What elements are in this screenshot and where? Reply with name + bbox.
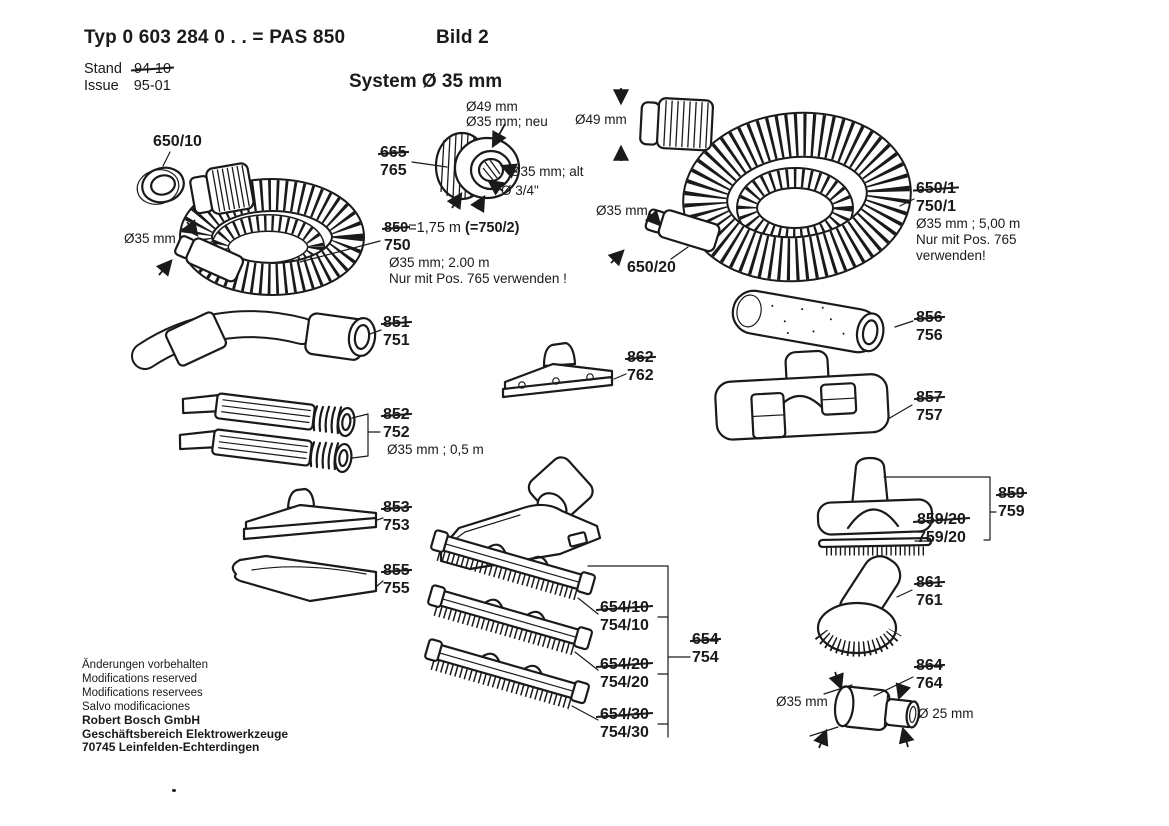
dim-764-35: Ø35 mm xyxy=(776,694,828,709)
new-part-number: 762 xyxy=(627,367,654,384)
callout-755 xyxy=(383,562,410,598)
new-part-number: 765 xyxy=(380,162,407,179)
dim-right-hose-49: Ø49 mm xyxy=(575,112,627,127)
dim-764-25: Ø 25 mm xyxy=(918,706,974,721)
issue-line xyxy=(84,78,171,94)
nozzle-757-drawing xyxy=(713,347,912,440)
callout-751 xyxy=(383,314,410,350)
new-part-number: 756 xyxy=(916,327,943,344)
company-name: Robert Bosch GmbH xyxy=(82,713,201,727)
callout-650-10 xyxy=(153,133,202,151)
brush-strips-754-drawing xyxy=(423,527,690,737)
dim-left-hose-35: Ø35 mm xyxy=(124,231,176,246)
nozzle-762-drawing xyxy=(503,343,626,397)
new-part-number: 751 xyxy=(383,332,410,349)
issue-value: 95-01 xyxy=(133,78,171,94)
hose-750-1-note-line1: Nur mit Pos. 765 xyxy=(916,232,1017,247)
old-part-number: 855 xyxy=(383,562,410,579)
old-part-number: 851 xyxy=(383,314,410,331)
new-part-number: 759/20 xyxy=(917,529,966,546)
typ-value: 0 603 284 0 . . = PAS 850 xyxy=(122,27,346,48)
old-part-number: 859/20 xyxy=(917,511,966,528)
nozzle-759-drawing xyxy=(817,458,996,551)
callout-754 xyxy=(692,631,719,667)
old-part-number: 853 xyxy=(383,499,410,516)
tubes-752-drawing xyxy=(178,388,380,473)
old-part-number: 650/1 xyxy=(916,180,957,197)
adapter-764-drawing xyxy=(810,672,921,748)
callout-750-1 xyxy=(916,180,1020,264)
callout-759 xyxy=(998,485,1025,521)
callout-756 xyxy=(916,309,943,345)
part-number: 650/20 xyxy=(627,259,676,276)
old-part-number: 654 xyxy=(692,631,719,648)
new-part-number: 757 xyxy=(916,407,943,424)
new-part-number: 759 xyxy=(998,503,1025,520)
modifications-note xyxy=(82,658,208,714)
old-part-number: 859 xyxy=(998,485,1025,502)
new-part-number: 764 xyxy=(916,675,943,692)
left-hose-connector xyxy=(188,162,254,218)
part-number: 650/10 xyxy=(153,133,202,150)
company-city: 70745 Leinfelden-Echterdingen xyxy=(82,740,260,754)
new-part-number: 755 xyxy=(383,580,410,597)
note-en: Modifications reserved xyxy=(82,673,198,685)
old-part-number: 857 xyxy=(916,389,943,406)
scan-speck xyxy=(172,789,176,792)
hose-750-1-drawing xyxy=(611,88,914,267)
note-es: Salvo modificaciones xyxy=(82,701,191,713)
old-part-number: 665 xyxy=(380,144,407,161)
new-part-number: 754 xyxy=(692,649,719,666)
callout-754-10 xyxy=(600,599,649,635)
callout-762 xyxy=(627,349,654,385)
old-part-number: 654/20 xyxy=(600,656,649,673)
old-part-number: 861 xyxy=(916,574,943,591)
old-part-number: 852 xyxy=(383,406,410,423)
callout-764 xyxy=(916,657,943,693)
hose-750-equivalence: 850=1,75 m (=750/2) xyxy=(384,220,520,236)
muff-650-10-drawing xyxy=(134,152,188,209)
dim-right-hose-35: Ø35 mm xyxy=(596,203,648,218)
system-title: System Ø 35 mm xyxy=(349,71,503,92)
typ-label: Typ xyxy=(84,27,117,48)
company-address xyxy=(82,714,288,755)
new-part-number: 754/10 xyxy=(600,617,649,634)
callout-757 xyxy=(916,389,943,425)
dim-adapter-3-4: Ø 3/4" xyxy=(501,183,539,198)
callout-759-20 xyxy=(917,511,966,547)
brush-761-drawing xyxy=(818,550,912,653)
doc-type-line xyxy=(84,27,345,49)
callout-754-30 xyxy=(600,706,649,742)
old-part-number: 864 xyxy=(916,657,943,674)
callout-752 xyxy=(383,406,484,458)
new-part-number: 750/1 xyxy=(916,198,957,215)
tube-751-drawing xyxy=(145,311,381,367)
figure-number: Bild 2 xyxy=(436,27,489,48)
callout-753 xyxy=(383,499,410,535)
hose-750-note: Nur mit Pos. 765 verwenden ! xyxy=(389,271,567,286)
nozzle-755-drawing xyxy=(233,556,383,601)
old-part-number: 850 xyxy=(384,220,409,236)
hose-750-1-note-line2: verwenden! xyxy=(916,248,986,263)
old-part-number: 654/30 xyxy=(600,706,649,723)
issue-label: Issue xyxy=(84,78,119,94)
dim-adapter-35-alt: Ø35 mm; alt xyxy=(510,164,584,179)
callout-750 xyxy=(384,219,567,287)
note-de: Änderungen vorbehalten xyxy=(82,659,208,671)
callout-754-20 xyxy=(600,656,649,692)
tubes-752-dimension: Ø35 mm ; 0,5 m xyxy=(387,442,484,457)
callout-650-20 xyxy=(627,259,676,277)
new-part-number: 761 xyxy=(916,592,943,609)
callout-765 xyxy=(380,144,407,180)
new-part-number: 752 xyxy=(383,424,410,441)
dim-adapter-35-neu: Ø35 mm; neu xyxy=(466,114,548,129)
stand-label: Stand xyxy=(84,61,122,77)
new-part-number: 754/20 xyxy=(600,674,649,691)
company-division: Geschäftsbereich Elektrowerkzeuge xyxy=(82,726,289,741)
hose-750-1-dimension: Ø35 mm ; 5,00 m xyxy=(916,216,1021,231)
hose-750-drawing xyxy=(159,162,380,283)
old-part-number: 862 xyxy=(627,349,654,366)
stand-value: 94-10 xyxy=(133,61,172,77)
dim-adapter-49: Ø49 mm xyxy=(466,99,518,114)
right-hose-connector xyxy=(640,97,714,151)
nozzle-753-drawing xyxy=(244,489,383,539)
hose-750-dimension: Ø35 mm; 2.00 m xyxy=(389,255,490,270)
new-part-number: 753 xyxy=(383,517,410,534)
tube-756-drawing xyxy=(729,286,913,356)
note-fr: Modifications reservees xyxy=(82,687,203,699)
old-part-number: 856 xyxy=(916,309,943,326)
stand-line xyxy=(84,61,171,77)
new-part-number: 750 xyxy=(384,237,411,254)
callout-761 xyxy=(916,574,943,610)
old-part-number: 654/10 xyxy=(600,599,649,616)
new-part-number: 754/30 xyxy=(600,724,649,741)
